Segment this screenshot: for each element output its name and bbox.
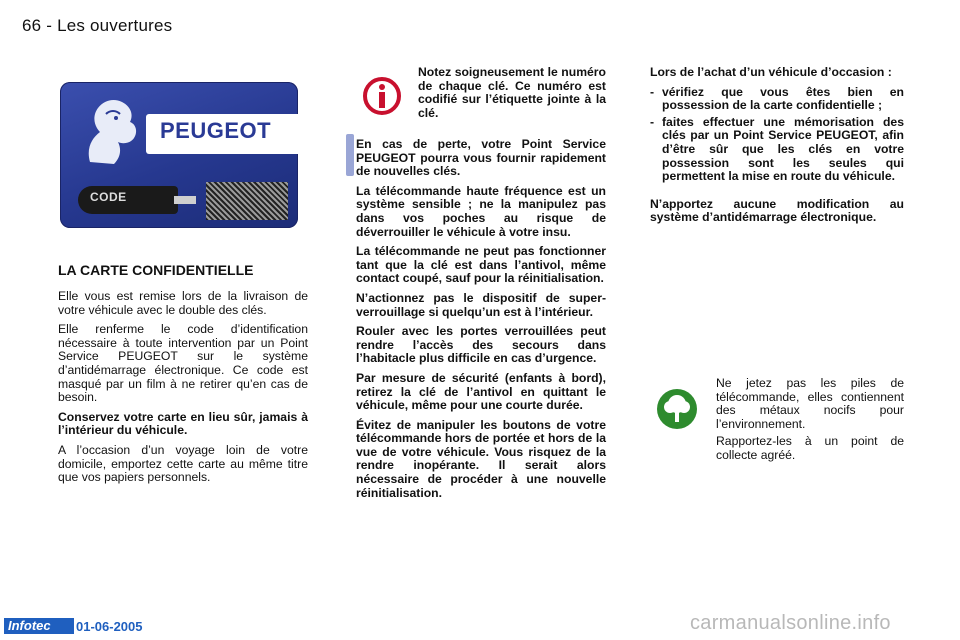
list-item: - faites effectuer une mémorisation des clés par un Point Service PEUGEOT, afin d’être sûr que les clés en votre possession sont les seules qui permettent la mise en route du véhicule.	[650, 114, 904, 184]
paragraph: Évitez de manipuler les boutons de votre télécommande hors de portée et hors de la vue de votre véhicule. Vous risquez de la rendre inopérante. Il serait alors nécessaire de procéder à une nouvelle réinitialisation.	[356, 417, 606, 500]
list-item: - vérifiez que vous êtes bien en possession de la carte confidentielle ;	[650, 84, 904, 113]
key-blade	[174, 196, 196, 204]
paragraph: A l’occasion d’un voyage loin de votre domicile, emportez cette carte au même titre que vos papiers personnels.	[58, 442, 308, 485]
paragraph: Par mesure de sécurité (enfants à bord), retirez la clé de l’antivol en quittant le véhicule, même pour une courte durée.	[356, 370, 606, 413]
paragraph: Lors de l’achat d’un véhicule d’occasion :	[650, 65, 892, 79]
checklist	[650, 86, 904, 184]
paragraph: N’apportez aucune modification au système d’antidémarrage électronique.	[650, 196, 904, 225]
paragraph: Rouler avec les portes verrouillées peut rendre l’accès des secours dans l’habitacle plus difficile en cas d’urgence.	[356, 324, 606, 366]
paragraph: Elle renferme le code d’identification nécessaire à toute intervention par un Point Service PEUGEOT sur le système d’antidémarrage électronique. Ce code est masqué par un film à ne retirer qu’en cas de besoin.	[58, 322, 308, 405]
right-column	[650, 66, 904, 231]
confidential-card-illustration	[60, 82, 298, 228]
paragraph: Ne jetez pas les piles de télécommande, elles contiennent des métaux nocifs pour l’environnement.	[716, 376, 904, 431]
middle-column	[356, 138, 606, 506]
paragraph: La télécommande ne peut pas fonctionner tant que la clé est dans l’antivol, même contact coupé, sauf pour la réinitialisation.	[356, 244, 606, 286]
brand-name: PEUGEOT	[160, 118, 272, 143]
info-icon	[362, 76, 402, 116]
environment-tree-icon	[656, 388, 698, 430]
info-note: Notez soigneusement le numéro de chaque clé. Ce numéro est codifié sur l’étiquette jointe à la clé.	[418, 65, 606, 120]
section-title: LA CARTE CONFIDENTIELLE	[58, 262, 254, 278]
header-separator: -	[46, 16, 53, 35]
paragraph-emphasis: Conservez votre carte en lieu sûr, jamais à l’intérieur du véhicule.	[58, 409, 308, 438]
page-header	[22, 16, 172, 36]
paragraph: Elle vous est remise lors de la livraison de votre véhicule avec le double des clés.	[58, 289, 308, 317]
paragraph: En cas de perte, votre Point Service PEUGEOT pourra vous fournir rapidement de nouvelles clés.	[356, 137, 606, 179]
page-number: 66	[22, 16, 42, 35]
peugeot-lion-icon	[76, 92, 144, 170]
section-name: Les ouvertures	[57, 16, 173, 35]
paragraph: N’actionnez pas le dispositif de super-verrouillage si quelqu’un est à l’intérieur.	[356, 290, 606, 319]
environment-note	[716, 377, 904, 467]
left-column	[58, 290, 308, 491]
card-tab	[346, 134, 354, 176]
code-label: CODE	[90, 190, 127, 204]
infotec-logo: Infotec	[4, 618, 74, 634]
watermark: carmanualsonline.info	[690, 612, 891, 634]
footer-date: 01-06-2005	[76, 619, 143, 634]
paragraph: La télécommande haute fréquence est un système sensible ; ne la manipulez pas dans vos poches au risque de déverrouiller le véhicule à votre insu.	[356, 183, 606, 239]
paragraph: Rapportez-les à un point de collecte agréé.	[716, 434, 904, 462]
masked-code-film	[206, 182, 288, 220]
